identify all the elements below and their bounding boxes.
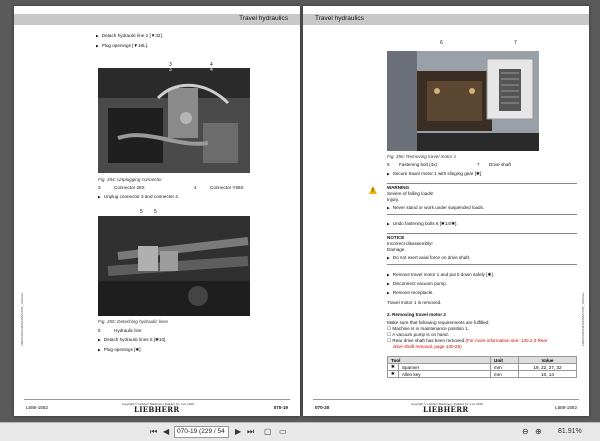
fit-page-icon[interactable]: ▢ (264, 427, 272, 436)
tool-icon: ✱ (388, 371, 399, 378)
warning-title: WARNING (387, 185, 410, 190)
figure-label: 7 (514, 40, 517, 46)
first-page-icon[interactable]: ⏮ (150, 427, 158, 436)
header-title: Travel hydraulics (315, 15, 364, 22)
figure-label: 6 (440, 40, 443, 46)
requirement: ☐ Rear drive shaft has been removed (For more information see: 130.2.3 Rear (387, 338, 548, 343)
figure-356-photo (387, 51, 539, 151)
figure-label: 3 (169, 62, 172, 68)
warning-line: Injury. (387, 197, 400, 202)
notice-line: Damage. (387, 247, 406, 252)
table-header: Value (519, 357, 577, 364)
previous-page-icon[interactable]: ◀ (163, 427, 170, 436)
tool-unit: mm (491, 364, 519, 371)
figure-label: 5 (140, 209, 143, 215)
footer-copyright: copyright © Liebherr Machinery (Dalian) Co. Ltd. 2016 (122, 402, 194, 406)
liebherr-logo: LIEBHERR (134, 405, 180, 414)
figure-354-photo (98, 68, 250, 173)
step-text: ▶ Detach hydraulic line 2 [▼32]. (96, 33, 163, 39)
zoom-out-icon[interactable]: ⊖ (522, 427, 529, 436)
divider (387, 233, 577, 234)
fit-width-icon[interactable]: ▭ (279, 427, 287, 436)
step-text: ▶ Undo fastening bolts 6 [✱14/✱]. (387, 221, 458, 227)
table-row (388, 364, 577, 371)
warning-icon (369, 186, 377, 194)
legend-num: 4 (194, 185, 197, 190)
figure-label: 4 (210, 68, 213, 73)
side-code: LMH/C/94/AN/DA/CBA/HT/0F_1/10A/en (581, 292, 585, 346)
zoom-level[interactable]: 81.91% (558, 428, 582, 435)
figure-355-illustration (98, 216, 250, 316)
figure-label: 4 (210, 62, 213, 68)
cross-reference-link[interactable]: drive shaft removal, page 130-25) (393, 344, 462, 349)
figure-label: 3 (169, 68, 172, 73)
footer-line (24, 399, 290, 400)
tool-value: 19, 22, 27, 32 (519, 364, 577, 371)
legend-num: 6 (387, 162, 390, 167)
footer-doc-code: L586-1562 (555, 405, 577, 410)
viewer-toolbar (0, 422, 600, 441)
warning-bullet: ▶ Never stand or work under suspended loads. (387, 205, 484, 211)
next-page-icon[interactable]: ▶ (235, 427, 242, 436)
legend-num: 5 (98, 328, 101, 333)
step-text: ▶ Unplug connector 3 and connector 4. (98, 194, 179, 200)
tool-table (387, 356, 577, 378)
legend-text: Drive shaft (489, 162, 511, 167)
step-text: ▶ Plug openings [▼18L]. (96, 43, 148, 49)
figure-356-caption: Fig. 356: Removing travel motor 1 (387, 154, 457, 159)
legend-text: Hydraulic line (114, 328, 142, 333)
requirement-text: Machine is in maintenance position 1. (392, 326, 470, 331)
requirement-text: A vacuum pump is on hand. (392, 332, 449, 337)
legend-text: Connector 26X (114, 185, 145, 190)
figure-label: 5 (154, 209, 157, 215)
legend-text: Connector Y58X (210, 185, 244, 190)
requirement: ☐ Machine is in maintenance position 1. (387, 326, 470, 331)
section-title: 2. Removing travel motor 2 (387, 312, 446, 317)
step-text: ▶ Secure travel motor 1 with slinging gear [✱]. (387, 171, 482, 177)
tool-value: 10, 14 (519, 371, 577, 378)
tool-name: Spanner (398, 364, 490, 371)
warning-line: Severe of falling loads! (387, 191, 434, 196)
step-text: ▶ Remove receptacle. (387, 290, 434, 296)
cross-reference-link[interactable]: (For more information see: 130.2.3 Rear (465, 338, 548, 343)
liebherr-logo: LIEBHERR (423, 405, 469, 414)
notice-bullet: ▶ Do not exert axial force on drive shaft. (387, 255, 470, 261)
divider (387, 214, 577, 215)
notice-title: NOTICE (387, 235, 405, 240)
legend-num: 7 (477, 162, 480, 167)
legend-text: Fastening bolt (4x) (399, 162, 438, 167)
right-page (303, 6, 589, 416)
tool-unit: mm (491, 371, 519, 378)
divider (387, 264, 577, 265)
tool-name: Allen key (398, 371, 490, 378)
step-text: ▶ Remove travel motor 1 and put it down safely [✱]. (387, 272, 494, 278)
step-text: ▶ Plug openings [✱]. (98, 347, 142, 353)
figure-354-illustration (98, 68, 250, 173)
figure-354-caption: Fig. 354: Unplugging connector (98, 177, 162, 182)
notice-line: Incorrect disassembly! (387, 241, 433, 246)
divider (387, 183, 577, 184)
tool-icon: ✱ (388, 364, 399, 371)
figure-355-caption: Fig. 355: Detaching hydraulic lines (98, 319, 169, 324)
footer-line (313, 399, 579, 400)
step-text: ▶ Disconnect vacuum pump. (387, 281, 447, 287)
header-title: Travel hydraulics (239, 15, 288, 22)
result-text: Travel motor 1 is removed. (387, 300, 442, 305)
table-header: Tool (388, 357, 491, 364)
table-header-row (388, 357, 577, 364)
page-number: 070-20 (315, 405, 330, 410)
table-header: Unit (491, 357, 519, 364)
requirement-text: Rear drive shaft has been removed (392, 338, 466, 343)
requirement: ☐ A vacuum pump is on hand. (387, 332, 449, 337)
section-intro: Make sure that following requirements are fulfilled: (387, 320, 490, 325)
page-number-input[interactable]: 070-19 (229 / 54 (174, 426, 229, 438)
figure-355-photo (98, 216, 250, 316)
left-page (14, 6, 300, 416)
footer-doc-code: L586-1562 (26, 405, 48, 410)
table-row (388, 371, 577, 378)
zoom-in-icon[interactable]: ⊕ (535, 427, 542, 436)
legend-num: 3 (98, 185, 101, 190)
step-text: ▶ Detach hydraulic lines 5 [✱10]. (98, 337, 167, 343)
figure-356-illustration (387, 51, 539, 151)
page-number: 070-19 (273, 405, 288, 410)
side-code: LMH/C/94/AN/DA/CBA/HT/0F_1/10A/en (20, 292, 24, 346)
last-page-icon[interactable]: ⏭ (247, 427, 255, 436)
footer-copyright: copyright © Liebherr Machinery (Dalian) Co. Ltd. 2016 (411, 402, 483, 406)
